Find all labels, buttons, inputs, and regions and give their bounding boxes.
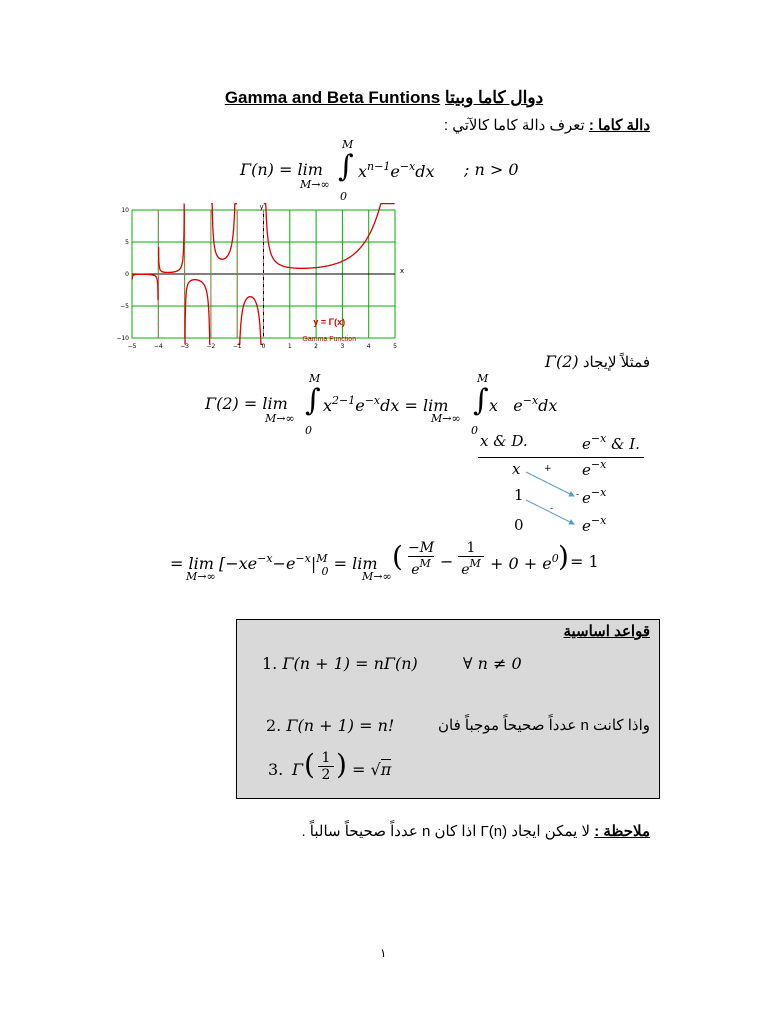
y-tick-label: 0 <box>125 271 129 278</box>
table-d-row-1: x <box>512 460 521 478</box>
example-upper-2: M <box>477 372 489 385</box>
rule-3-paren-open: ( <box>304 748 315 781</box>
table-i-row-3: $e^{-x}$ <box>582 514 607 535</box>
definition-text: تعرف دالة كاما كالآتي : <box>443 117 585 134</box>
title-english: Gamma and Beta Funtions <box>224 88 441 107</box>
rule-3-gamma: Γ <box>292 760 304 779</box>
example-integrand-2: x $e^{-x}dx$ <box>489 394 558 415</box>
page-title <box>0 88 768 108</box>
sign-minus-1: - <box>576 490 580 500</box>
integral-upper: M <box>342 138 354 151</box>
rule-1 <box>262 654 522 673</box>
x-tick-label: 0 <box>261 343 266 350</box>
example-lower-2: 0 <box>471 424 478 437</box>
x-tick-label: 4 <box>366 343 371 350</box>
example-limit-sub-1: M→∞ <box>265 412 295 425</box>
example-label: فمثلاً لإيجاد <box>582 354 650 371</box>
example-integrand-1: $x^{2-1}e^{-x}dx = \lim$ <box>323 394 449 415</box>
x-tick-label: −5 <box>127 343 137 350</box>
y-tick-label: −5 <box>120 303 129 310</box>
result-tail: + $0 + e^0$ <box>490 552 559 573</box>
x-tick-label: 2 <box>314 343 319 350</box>
rule-2 <box>266 716 394 735</box>
y-tick-label: −10 <box>116 335 129 342</box>
result-limit-sub-1: M→∞ <box>186 570 216 583</box>
y-tick-label: 5 <box>125 239 129 246</box>
rule-1-condition: ∀ n ≠ 0 <box>462 654 522 673</box>
rule-2-formula: Γ(n + 1) = n! <box>286 716 395 735</box>
result-equals: = 1 <box>570 552 599 571</box>
table-d-row-2: 1 <box>514 486 524 504</box>
example-lhs: Γ(2) = lim <box>205 394 288 413</box>
y-tick-label: 10 <box>121 207 129 214</box>
arrow-2 <box>526 500 574 524</box>
x-tick-label: 3 <box>340 343 345 350</box>
rule-3-frac: 1 2 <box>318 750 334 783</box>
result-paren-open: ( <box>392 540 403 573</box>
result-minus: − <box>440 552 454 571</box>
table-arrows <box>478 432 648 532</box>
x-axis-label: x <box>400 267 405 275</box>
rule-3 <box>268 748 408 792</box>
gamma-definition-formula <box>240 138 540 208</box>
integral-sign-2: ∫ <box>473 383 489 418</box>
note-label: ملاحظة : <box>594 823 650 840</box>
example-limit-sub-2: M→∞ <box>431 412 461 425</box>
x-tick-label: 5 <box>393 343 397 350</box>
result-value: 1 <box>588 552 599 571</box>
table-header-d: x & D. <box>480 432 528 450</box>
gamma-integrand: $x^{n-1}e^{-x}dx$ <box>358 160 435 181</box>
rule-3-num: 3. <box>268 760 284 779</box>
rule-3-paren-close: ) <box>336 748 347 781</box>
rule-1-formula: Γ(n + 1) = nΓ(n) <box>282 654 418 673</box>
table-i-row-1: $e^{-x}$ <box>582 458 607 479</box>
result-equation <box>170 540 610 590</box>
table-d-row-3: 0 <box>514 516 524 534</box>
gamma-chart <box>110 202 405 350</box>
chart-title: y = Γ(x) <box>313 317 346 328</box>
integration-table <box>478 432 648 535</box>
arrow-1 <box>526 472 574 496</box>
title-arabic: دوال كاما وبيتا <box>444 88 544 107</box>
limit-sub: M→∞ <box>300 178 330 191</box>
x-tick-label: −2 <box>206 343 216 350</box>
sign-minus-2: - <box>550 504 554 514</box>
definition-label: دالة كاما : <box>588 117 650 134</box>
note-line <box>301 822 650 840</box>
chart-subtitle: Gamma Function <box>302 336 357 343</box>
result-limit-sub-2: M→∞ <box>362 570 392 583</box>
table-header-i: $e^{-x}$ & I. <box>582 432 640 453</box>
integral-sign: ∫ <box>338 149 354 184</box>
result-paren-close: ) <box>558 540 569 573</box>
example-line <box>545 352 650 371</box>
rule-2-num: 2. <box>266 716 282 735</box>
example-target: Γ(2) <box>544 352 579 371</box>
integral-sign-1: ∫ <box>305 383 321 418</box>
result-part-1: = $\lim [-xe^{-x}-e^{-x}|^M_0 = \lim$ <box>170 552 378 578</box>
definition-line <box>444 116 650 134</box>
x-tick-label: −3 <box>180 343 190 350</box>
example-upper-1: M <box>309 372 321 385</box>
table-i-row-2: $e^{-x}$ <box>582 486 607 507</box>
rule-3-rhs: = √π <box>352 760 392 779</box>
x-tick-label: −4 <box>153 343 163 350</box>
rule-1-num: 1. <box>262 654 278 673</box>
note-text: لا يمكن ايجاد Γ(n) اذا كان n عدداً صحيحاً سالباً . <box>301 823 591 840</box>
rule-2-condition: واذا كانت n عدداً صحيحاً موجباً فان <box>437 717 650 734</box>
x-tick-label: −1 <box>232 343 242 350</box>
example-lower-1: 0 <box>305 424 312 437</box>
sign-plus: + <box>544 464 552 474</box>
integral-lower: 0 <box>340 190 347 203</box>
page-number: ١ <box>380 946 387 960</box>
x-tick-label: 1 <box>287 343 292 350</box>
y-axis-label: y <box>259 203 264 211</box>
gamma-condition: ; n > 0 <box>464 160 519 179</box>
result-frac-1: −M $e^M$ <box>408 540 435 578</box>
gamma-lhs: Γ(n) = lim <box>240 160 323 179</box>
rules-title: قواعد اساسية <box>563 623 650 640</box>
result-frac-2: 1 $e^M$ <box>458 540 484 578</box>
